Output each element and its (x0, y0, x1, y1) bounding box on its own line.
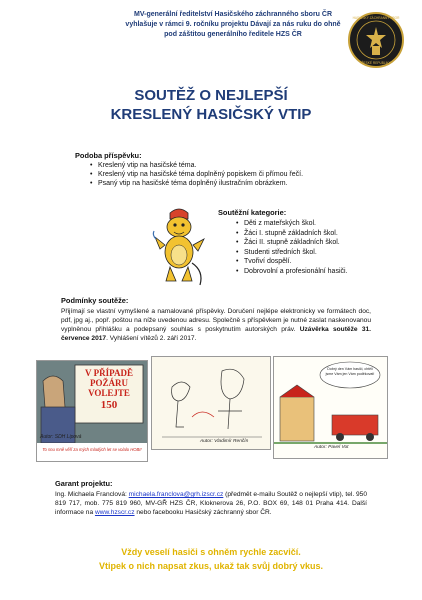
garant-text-c: nebo facebooku Hasičský záchranný sbor ČR. (134, 509, 272, 516)
deadline: Uzávěrka soutěže 31. července 2017 (61, 326, 371, 342)
sign-number: 150 (100, 399, 118, 411)
kategorie-heading: Soutěžní kategorie: (218, 208, 287, 217)
img3-speech-bubble: Dobrý den Vám hasiči, chtěli jsme Vám jen Vám poděkovat! (325, 367, 375, 376)
podminky-text-a: Přijímají se vlastní vymyšlené a namalované příspěvky. Doručení nejlépe elektronicky ve formátech doc, pdf, jpg aj., popř. poštou na níže uvedenou adresu. Společně s příspěvkem je nutné zaslat naskenovanou vyplněnou přihlášku a podepsaný souhlas s poskytnutím autorských práv. (61, 308, 371, 333)
list-item: • Psaný vtip na hasičské téma doplněný ilustračním obrázkem. (98, 179, 398, 188)
cartoon-image-3 (273, 356, 388, 459)
list-item: • Dobrovolní a profesionální hasiči. (244, 267, 414, 277)
fire-sign (77, 368, 141, 410)
sign-line-3: VOLEJTE (88, 388, 130, 398)
list-item: • Studenti středních škol. (244, 248, 414, 258)
cartoon-image-2 (151, 356, 271, 450)
podoba-list (88, 161, 398, 188)
podminky-text (61, 307, 371, 343)
title-line-1: SOUTĚŽ O NEJLEPŠÍ (134, 87, 288, 104)
header-line-3: pod záštitou generálního ředitele HZS ČR (164, 31, 302, 38)
dragon-mascot-illustration (150, 205, 208, 291)
list-item: • Kreslený vtip na hasičské téma doplněný popiskem či přímou řečí. (98, 170, 398, 179)
garant-text-b: (předmět e-mailu Soutěž o nejlepší vtip), tel. 950 819 717, mob. 775 819 960, MV-GŘ HZS ČR, Kloknerova 26, P.O. BOX 69, 148 01 Praha 414. Další informace na (55, 491, 367, 516)
slogan-line-1: Vždy veselí hasiči s ohněm rychle zacvičí. (121, 547, 301, 557)
list-item: • Žáci II. stupně základních škol. (244, 238, 414, 248)
organizer-header (98, 10, 368, 40)
logo-text-bottom: ČESKÉ REPUBLIKY (361, 61, 391, 65)
list-item: • Děti z mateřských škol. (244, 219, 414, 229)
slogan-line-2: Vtipek o nich napsat zkus, ukaž tak svůj dobrý vkus. (98, 561, 324, 571)
hzscr-web-link[interactable]: www.hzscr.cz (94, 509, 135, 516)
kategorie-list (234, 219, 414, 277)
hzs-logo (347, 10, 405, 78)
cartoon-image-1 (36, 360, 148, 462)
list-item: • Žáci I. stupně základních škol. (244, 229, 414, 239)
cartoon-2-drawing (152, 357, 270, 449)
img1-caption: To snu mně věří za mých mladých let se volalo HOBI! (42, 447, 142, 452)
page-title (0, 86, 422, 124)
garant-text (55, 490, 367, 517)
img1-author: Autor: SDH Lipová (40, 434, 82, 440)
list-item: • Kreslený vtip na hasičské téma. (98, 161, 398, 170)
podoba-heading: Podoba příspěvku: (75, 151, 142, 160)
img3-author: Autor: Pavel Vot (314, 445, 349, 450)
title-line-2: KRESLENÝ HASIČSKÝ VTIP (110, 106, 312, 123)
podminky-heading: Podmínky soutěže: (61, 296, 129, 305)
logo-text-top: HASIČSKÝ ZÁCHRANNÝ SBOR (352, 16, 400, 20)
header-line-1: MV-generální ředitelství Hasičského záchranného sboru ČR (134, 11, 332, 18)
garant-email-link[interactable]: michaela.franclova@grh.izscr.cz (128, 491, 224, 498)
podminky-text-b: . Vyhlášení vítězů 2. září 2017. (106, 335, 197, 342)
garant-heading: Garant projektu: (55, 479, 113, 488)
sign-line-1: V PŘÍPADĚ (85, 368, 133, 378)
img2-author: Autor: Vladimír Renčín (200, 439, 249, 444)
list-item: • Tvořiví dospělí. (244, 257, 414, 267)
header-line-2: vyhlašuje v rámci 9. ročníku projektu Dávají za nás ruku do ohně (125, 21, 341, 28)
garant-text-a: Ing. Michaela Franclová: (55, 491, 129, 498)
sign-line-2: POŽÁRU (90, 378, 128, 388)
